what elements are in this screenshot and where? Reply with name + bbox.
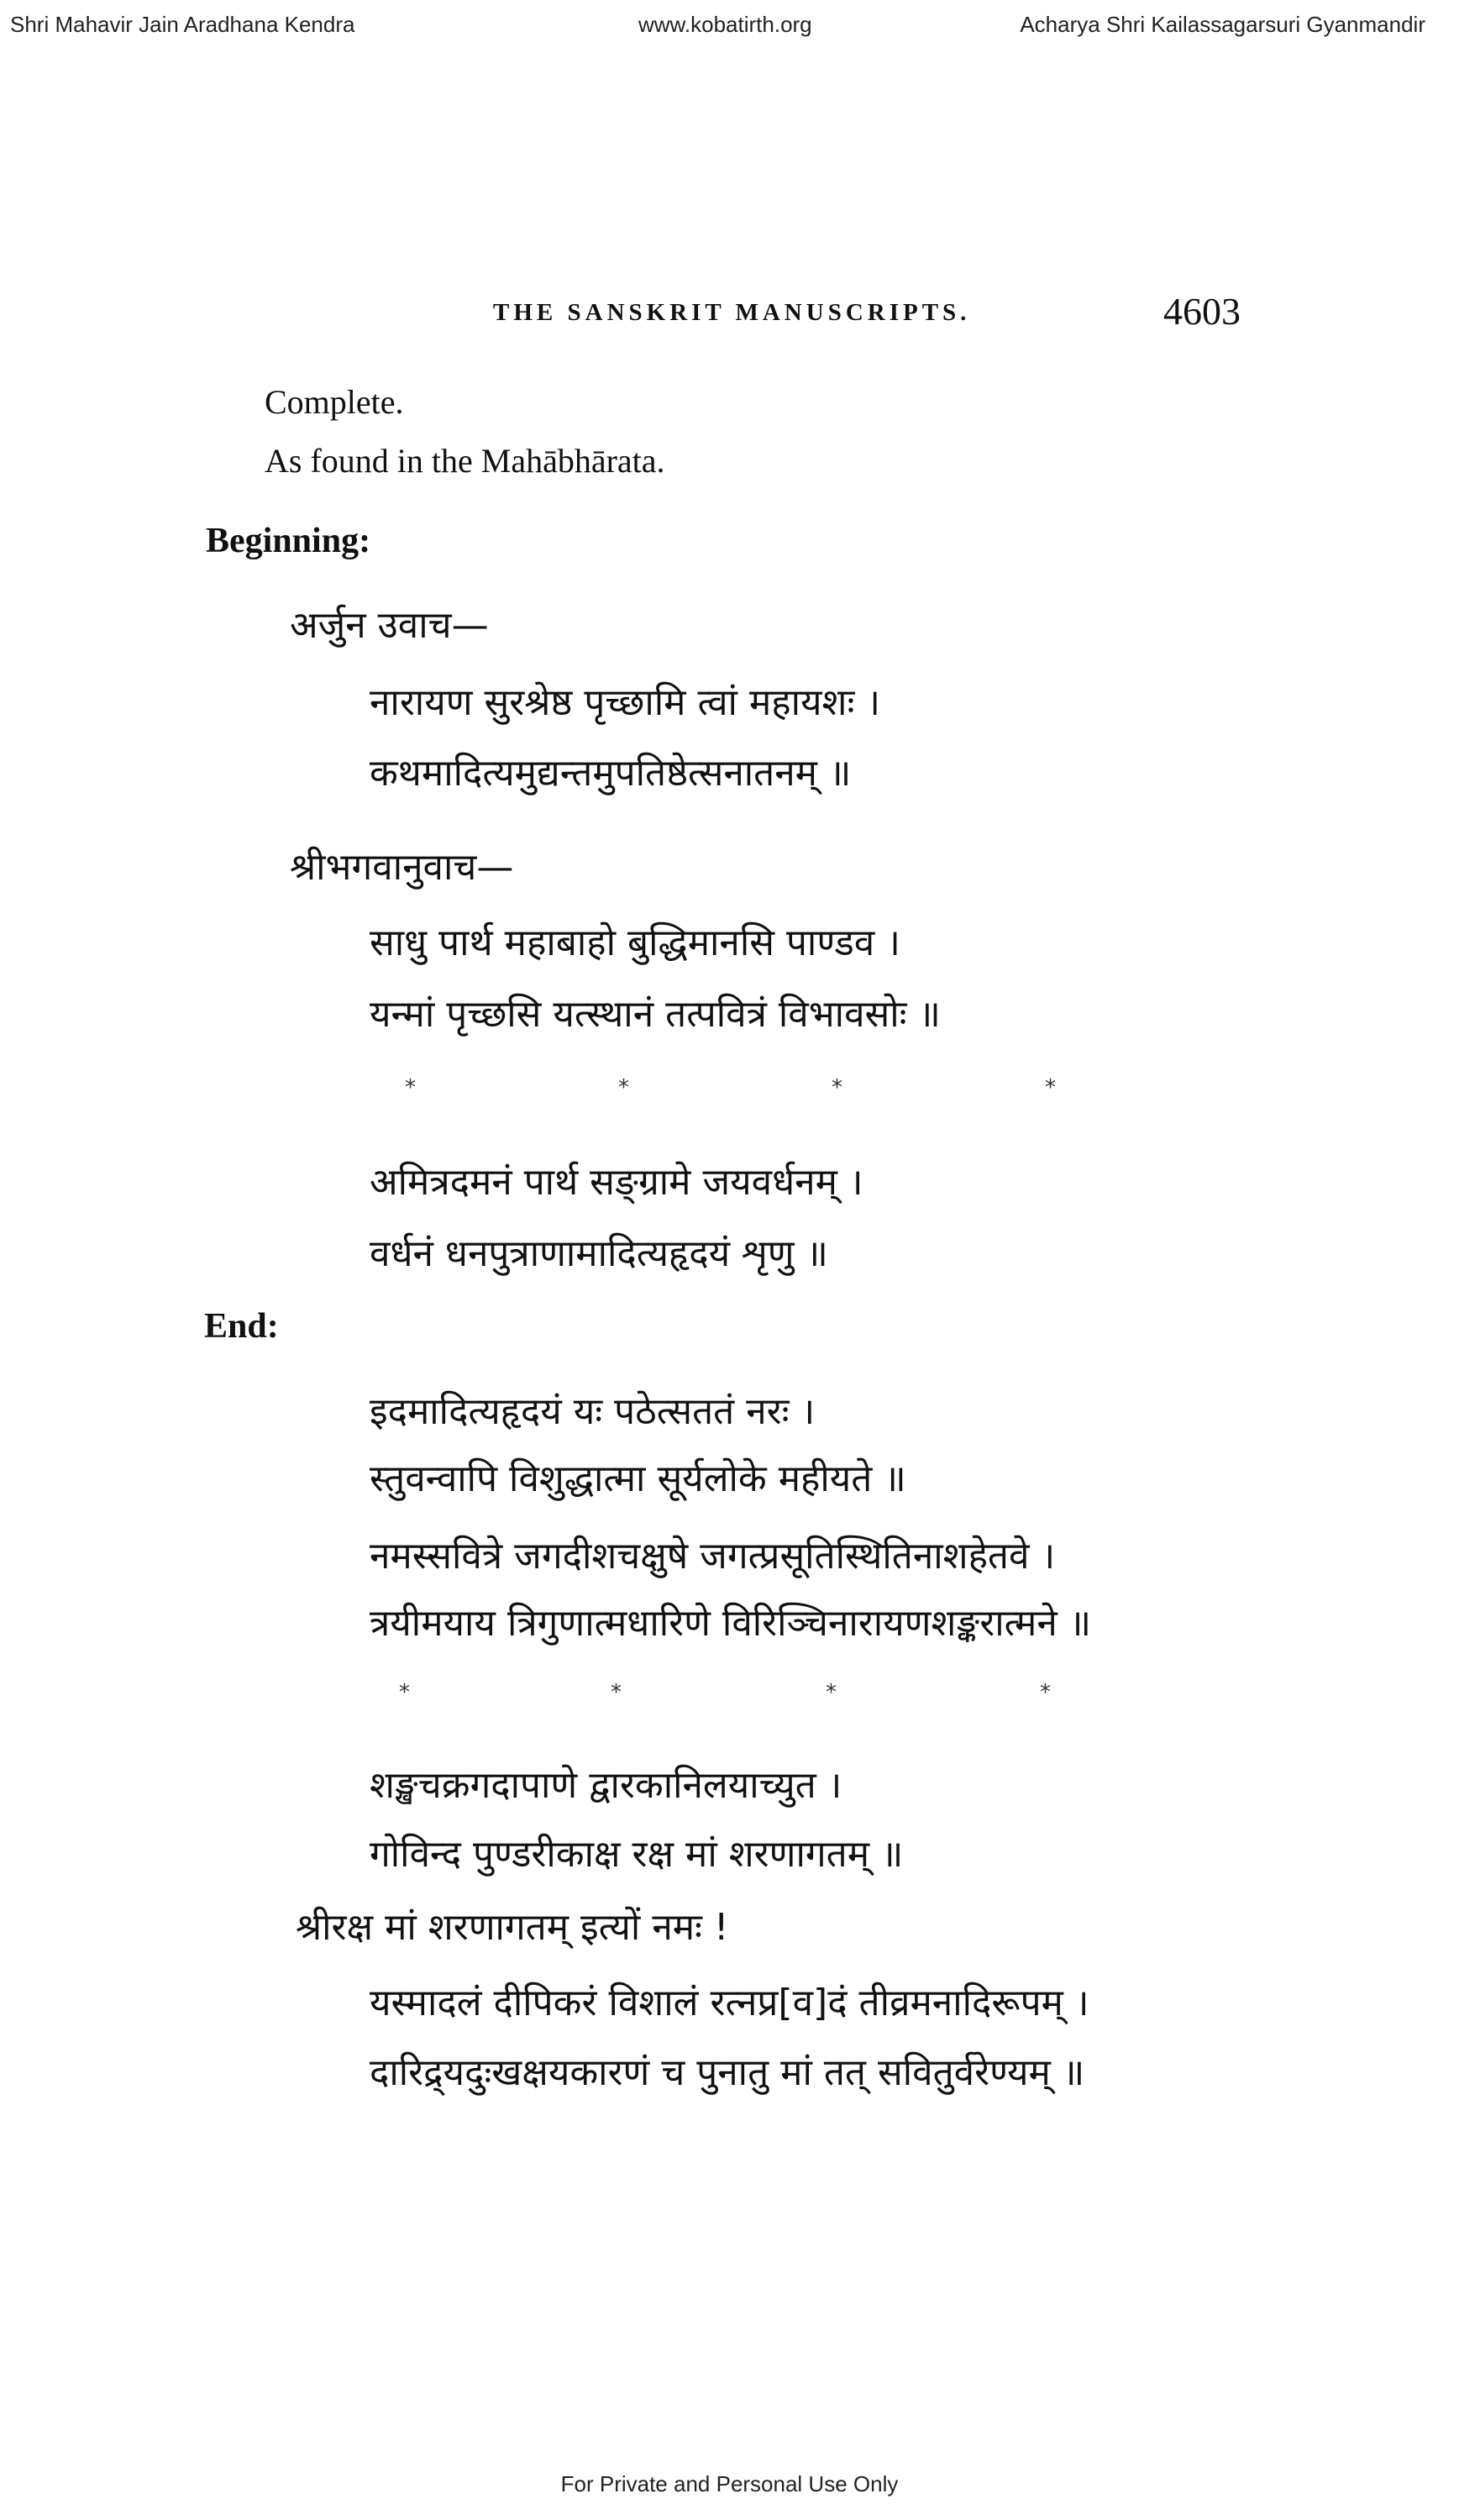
end-heading: End: xyxy=(204,1307,279,1346)
verse-line: साधु पार्थ महाबाहो बुद्धिमानसि पाण्डव । xyxy=(370,921,900,964)
page-number: 4603 xyxy=(1163,290,1241,333)
separator-star: * xyxy=(618,1075,629,1100)
verse-line: स्तुवन्वापि विशुद्धात्मा सूर्यलोके महीयते ॥ xyxy=(370,1457,906,1500)
separator-star: * xyxy=(832,1075,842,1100)
colophon: श्रीरक्ष मां शरणागतम् इत्यों नमः ! xyxy=(296,1906,729,1949)
banner-left-text: Shri Mahavir Jain Aradhana Kendra xyxy=(10,12,355,37)
speaker-bhagavan: श्रीभगवानुवाच— xyxy=(290,846,514,889)
separator-star: * xyxy=(399,1680,410,1705)
verse-line: गोविन्द पुण्डरीकाक्ष रक्ष मां शरणागतम् ॥ xyxy=(370,1833,904,1876)
footer-notice: For Private and Personal Use Only xyxy=(560,2471,899,2496)
verse-line: शङ्खचक्रगदापाणे द्वारकानिलयाच्युत । xyxy=(370,1764,842,1807)
banner-website: www.kobatirth.org xyxy=(638,12,812,37)
separator-star: * xyxy=(611,1680,622,1705)
verse-line: यस्मादलं दीपिकरं विशालं रत्नप्र[व]दं तीव्रमनादिरूपम् । xyxy=(370,1982,1089,2024)
verse-line: त्रयीमयाय त्रिगुणात्मधारिणे विरिञ्चिनारायणशङ्करात्मने ॥ xyxy=(370,1602,1092,1645)
verse-line: अमित्रदमनं पार्थ सङ्ग्रामे जयवर्धनम् । xyxy=(370,1161,863,1204)
running-title: THE SANSKRIT MANUSCRIPTS. xyxy=(493,299,971,326)
status-complete: Complete. xyxy=(265,383,404,421)
source-note: As found in the Mahābhārata. xyxy=(265,442,665,480)
beginning-heading: Beginning: xyxy=(206,522,371,560)
verse-line: वर्धनं धनपुत्राणामादित्यहृदयं शृणु ॥ xyxy=(370,1232,828,1275)
verse-line: दारिद्र्यदुःखक्षयकारणं च पुनातु मां तत् सवितुर्वरेण्यम् ॥ xyxy=(370,2051,1085,2094)
verse-line: नारायण सुरश्रेष्ठ पृच्छामि त्वां महायशः । xyxy=(370,681,881,724)
verse-line: कथमादित्यमुद्यन्तमुपतिष्ठेत्सनातनम् ॥ xyxy=(370,752,852,795)
verse-line: इदमादित्यहृदयं यः पठेत्सततं नरः । xyxy=(370,1390,816,1433)
verse-line: यन्मां पृच्छसि यत्स्थानं तत्पवित्रं विभावसोः ॥ xyxy=(370,993,941,1036)
speaker-arjuna: अर्जुन उवाच— xyxy=(290,604,489,647)
banner-right-text: Acharya Shri Kailassagarsuri Gyanmandir xyxy=(1020,12,1425,37)
separator-star: * xyxy=(1040,1680,1051,1705)
separator-star: * xyxy=(1045,1075,1056,1100)
verse-line: नमस्सवित्रे जगदीशचक्षुषे जगत्प्रसूतिस्थितिनाशहेतवे । xyxy=(370,1535,1056,1578)
separator-star: * xyxy=(405,1075,416,1100)
separator-star: * xyxy=(826,1680,837,1705)
